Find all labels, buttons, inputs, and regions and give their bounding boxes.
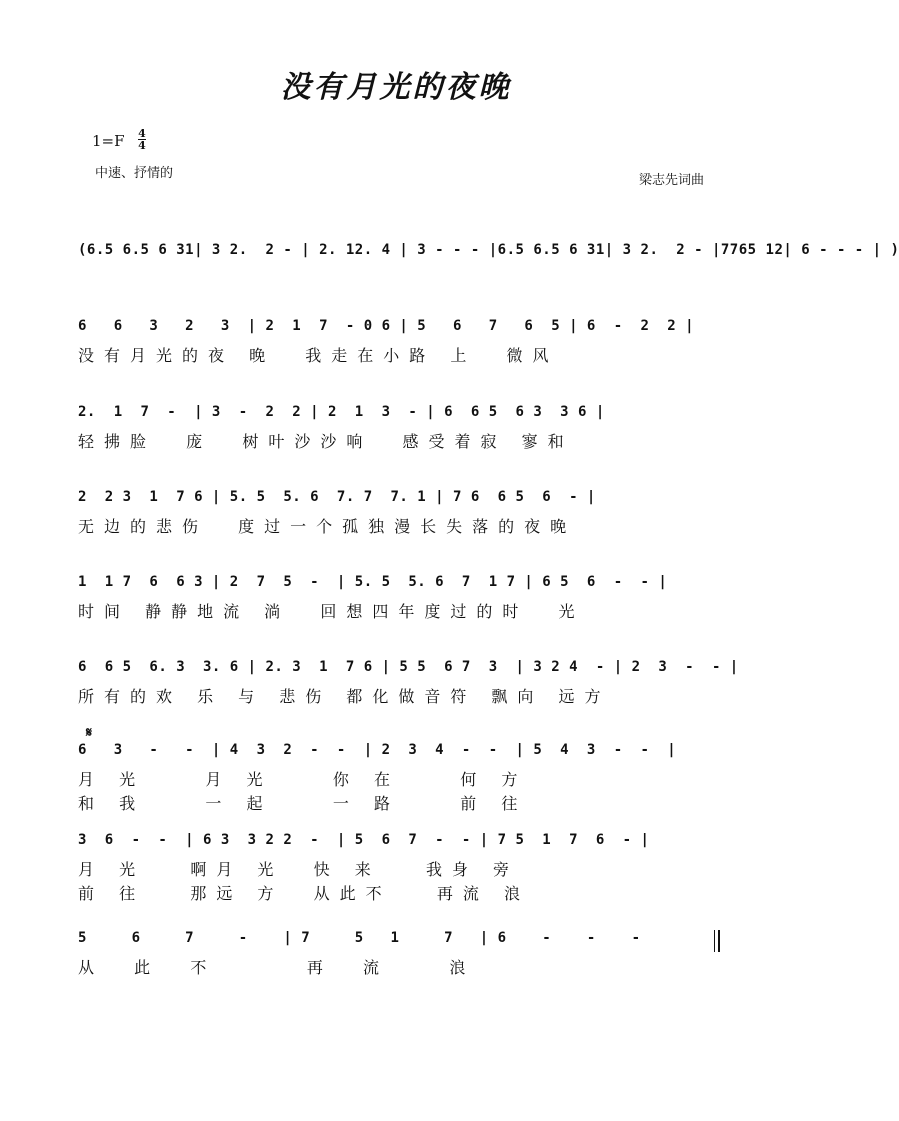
score-system-1 — [78, 318, 720, 368]
notation-line: 2. 1 7 - | 3 - 2 2 | 2 1 3 - | 6 6 5 6 3 3 6 | — [78, 404, 605, 420]
time-signature-top: 4 — [138, 127, 146, 140]
lyric-line: 轻拂脸 庞 树叶沙沙响 感受着寂 寥和 — [78, 432, 574, 451]
notation-line: 6 6 5 6. 3 3. 6 | 2. 3 1 7 6 | 5 5 6 7 3 | 3 2 4 - | 2 3 - - | — [78, 659, 739, 675]
score-system-4 — [78, 574, 720, 624]
time-signature-bottom: 4 — [138, 139, 146, 152]
lyric-line-verse-1: 月 光 月 光 你 在 何 方 — [78, 770, 528, 789]
score-system-3 — [78, 489, 720, 539]
notation-line: 6 6 3 2 3 | 2 1 7 - 0 6 | 5 6 7 6 5 | 6 - 2 2 | — [78, 318, 695, 334]
lyric-line: 无边的悲伤 度过一个孤独漫长失落的夜晚 — [78, 517, 577, 536]
lyric-line: 时间 静静地流 淌 回想四年度过的时 光 — [78, 602, 585, 621]
notation-line: 1 1 7 6 6 3 | 2 7 5 - | 5. 5 5. 6 7 1 7 | 6 5 6 - - | — [78, 574, 668, 590]
final-barline — [714, 930, 720, 952]
page-title: 没有月光的夜晚 — [280, 70, 512, 105]
lyric-line: 从 此 不 再 流 浪 — [78, 958, 476, 977]
score-system-7 — [78, 832, 720, 906]
notation-line: (6.5 6.5 6 31| 3 2. 2 - | 2. 12. 4 | 3 - - - |6.5 6.5 6 31| 3 2. 2 - |7765 12| 6 - - - | ) — [78, 242, 899, 258]
score-system-5 — [78, 659, 739, 709]
notation-line: 2 2 3 1 7 6 | 5. 5 5. 6 7. 7 7. 1 | 7 6 6 5 6 - | — [78, 489, 596, 505]
composer-credit: 梁志先词曲 — [638, 173, 704, 188]
notation-line: 3 6 - - | 6 3 3 2 2 - | 5 6 7 - - | 7 5 1 7 6 - | — [78, 832, 650, 848]
notation-line: 5 6 7 - | 7 5 1 7 | 6 - - - — [78, 930, 659, 946]
lyric-line: 所有的欢 乐 与 悲伤 都化做音符 飘向 远方 — [78, 687, 611, 706]
score-system-intro — [78, 242, 899, 268]
lyric-line-verse-1: 月 光 啊月 光 快 来 我身 旁 — [78, 860, 520, 879]
notation-line: 6 3 - - | 4 3 2 - - | 2 3 4 - - | 5 4 3 - - | — [78, 742, 677, 758]
time-signature — [138, 128, 146, 151]
lyric-line: 没有月光的夜 晚 我走在小路 上 微风 — [78, 346, 559, 365]
key-signature: 1=F — [92, 132, 125, 150]
score-system-6 — [78, 742, 720, 816]
lyric-line-verse-2: 和 我 一 起 一 路 前 往 — [78, 794, 528, 813]
segno-icon: 𝄋 — [86, 725, 93, 741]
lyric-line-verse-2: 前 往 那远 方 从此不 再流 浪 — [78, 884, 530, 903]
score-system-2 — [78, 404, 720, 454]
score-system-8 — [78, 930, 720, 980]
tempo-marking: 中速、抒情的 — [95, 166, 174, 181]
